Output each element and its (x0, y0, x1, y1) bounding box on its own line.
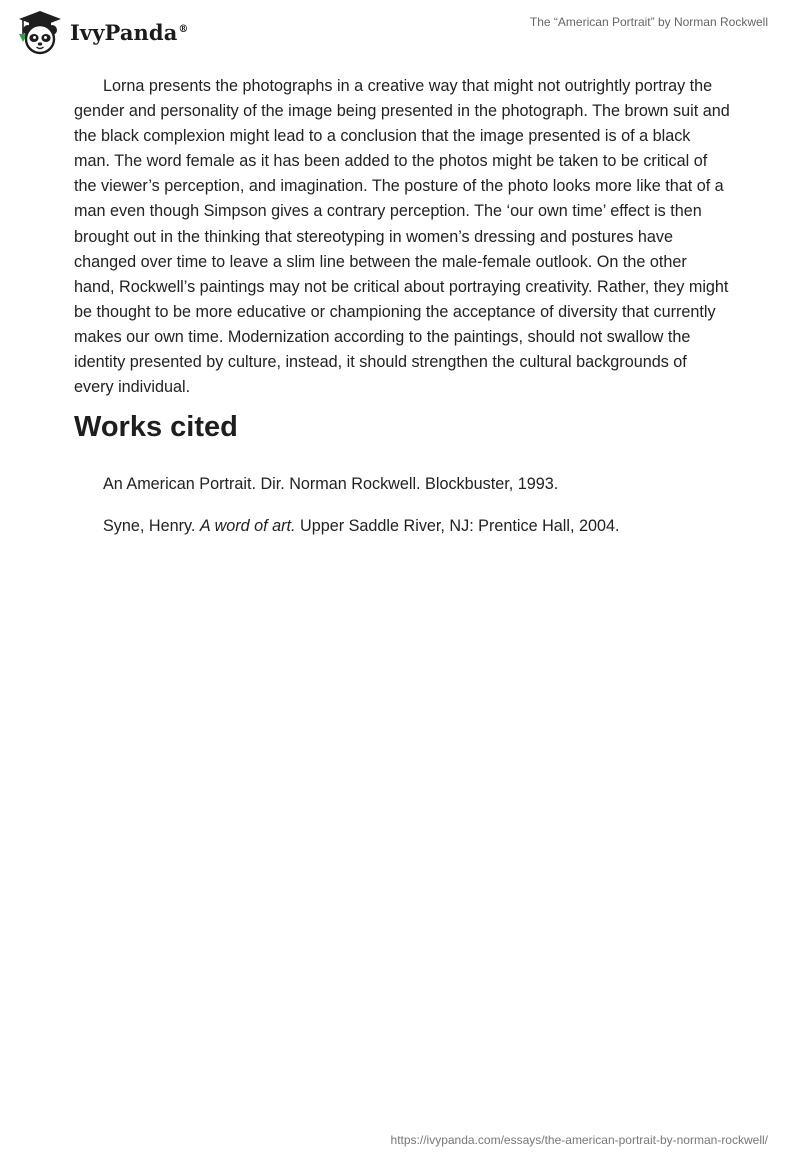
registered-mark: ® (178, 23, 189, 35)
page-header (0, 0, 800, 64)
works-cited-heading: Works cited (74, 411, 238, 443)
citation-title: A word of art. (199, 517, 296, 535)
body-paragraph: Lorna presents the photographs in a creative way that might not outrightly portray the gender and personality of the image being presented in the photograph. The brown suit and the black complexion might lead to a conclusion that the image presented is of a black man. The word female as it has been added to the photos might be taken to be critical of the viewer’s perception, and imagination. The posture of the photo looks more like that of a man even though Simpson gives a contrary perception. The ‘our own time’ effect is then brought out in the thinking that stereotyping in women’s dressing and postures have changed over time to leave a slim line between the male-female outlook. On the other hand, Rockwell’s paintings may not be critical about portraying creativity. Rather, they might be thought to be more educative or championing the acceptance of diversity that currently makes our own time. Modernization according to the paintings, should not swallow the identity presented by culture, instead, it should strengthen the cultural backgrounds of every individual. (74, 77, 730, 397)
brand-name: IvyPanda® (70, 19, 189, 45)
panda-graduate-icon (14, 8, 66, 56)
source-url[interactable]: https://ivypanda.com/essays/the-american-portrait-by-norman-rockwell/ (390, 1133, 768, 1147)
citation-entry: An American Portrait. Dir. Norman Rockwell. Blockbuster, 1993. (103, 475, 559, 493)
citation-publisher: Upper Saddle River, NJ: Prentice Hall, 2004. (295, 517, 620, 535)
ivypanda-logo[interactable] (14, 8, 204, 56)
citation-entry (103, 515, 743, 537)
citation-author: Syne, Henry. (103, 517, 200, 535)
document-title: The “American Portrait” by Norman Rockwell (529, 15, 768, 29)
